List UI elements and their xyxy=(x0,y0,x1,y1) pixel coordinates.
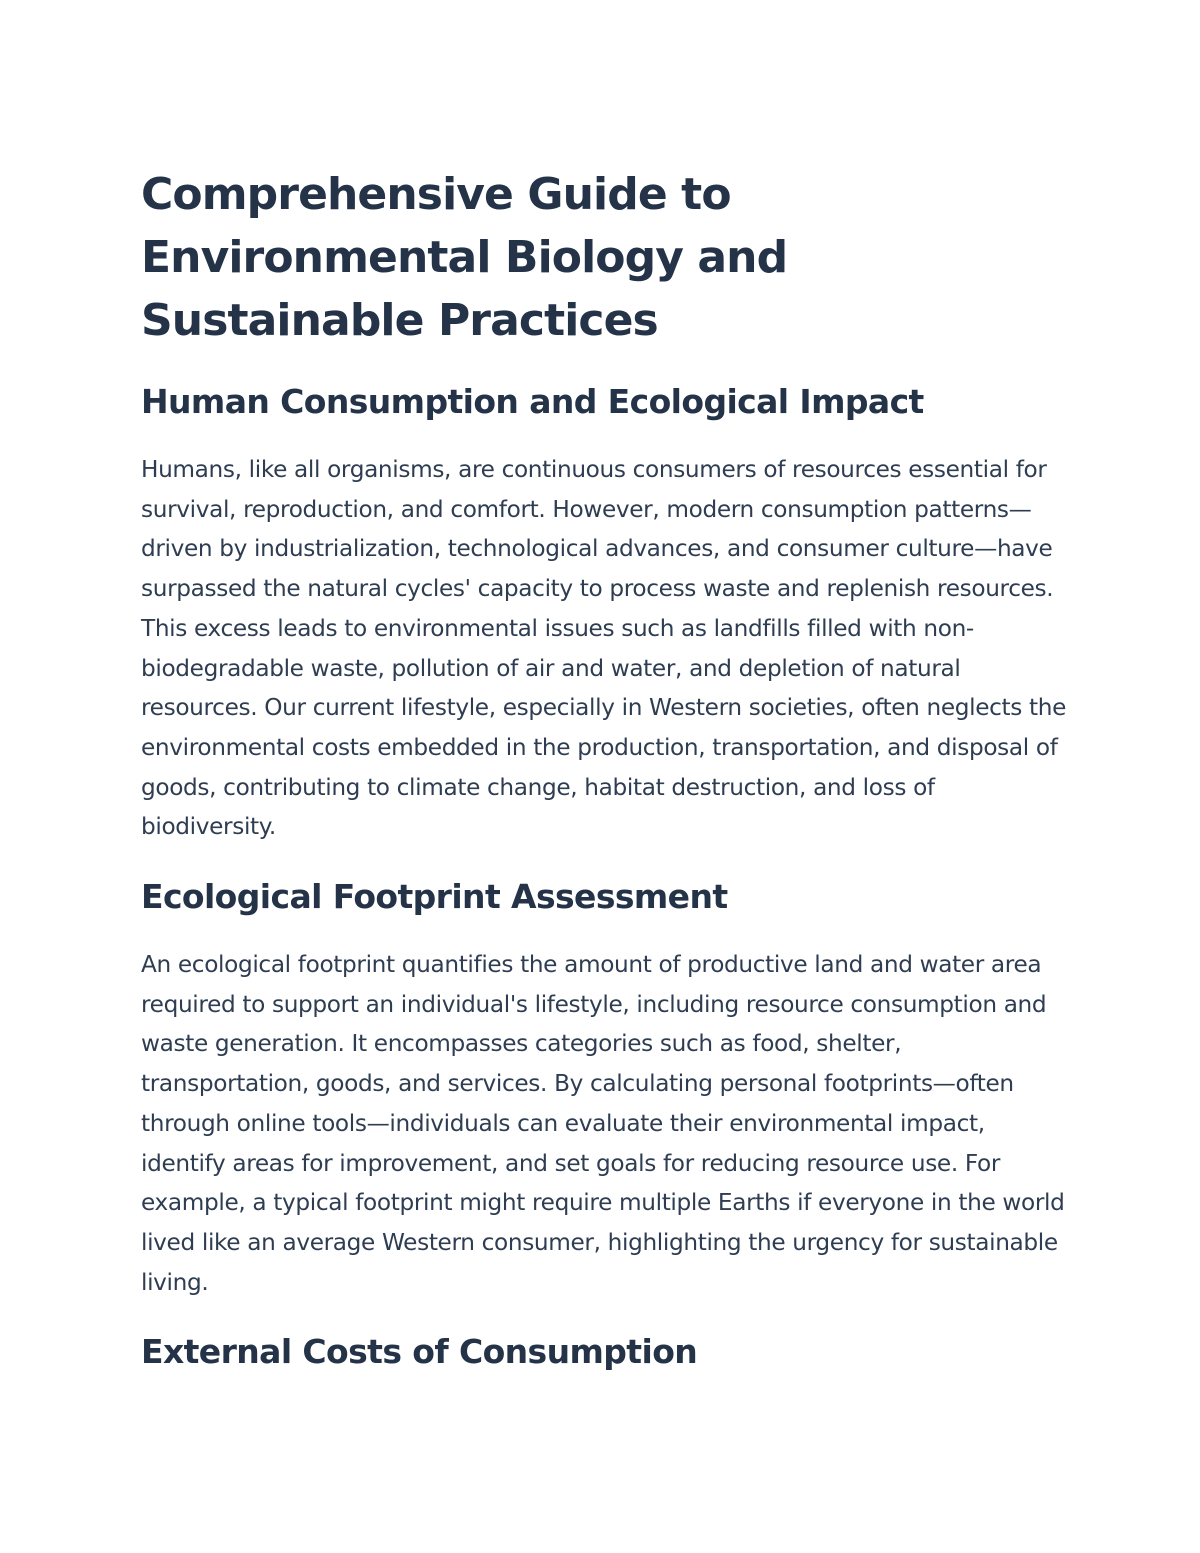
section-heading-external-costs: External Costs of Consumption xyxy=(141,1332,698,1372)
section-heading-human-consumption: Human Consumption and Ecological Impact xyxy=(141,382,924,421)
section-body-ecological-footprint: An ecological footprint quantifies the amount of productive land and water area required to support an individual's lifestyle, including resource consumption and waste generation. It encompasses categories such as food, shelter, transportation, goods, and services. By calculating personal footprints—often through online tools—individuals can evaluate their environmental impact, identify areas for improvement, and set goals for reducing resource use. For example, a typical footprint might require multiple Earths if everyone in the world lived like an average Western consumer, highlighting the urgency for sustainable living. xyxy=(141,951,1065,1296)
document-content xyxy=(141,163,1071,1374)
section-body-human-consumption: Humans, like all organisms, are continuous consumers of resources essential for survival, reproduction, and comfort. However, modern consumption patterns—driven by industrialization, technological advances, and consumer culture—have surpassed the natural cycles' capacity to process waste and replenish resources. This excess leads to environmental issues such as landfills filled with non-biodegradable waste, pollution of air and water, and depletion of natural resources. Our current lifestyle, especially in Western societies, often neglects the environmental costs embedded in the production, transportation, and disposal of goods, contributing to climate change, habitat destruction, and loss of biodiversity. xyxy=(141,456,1067,841)
document-title: Comprehensive Guide to Environmental Biology and Sustainable Practices xyxy=(141,169,788,346)
section-heading-ecological-footprint: Ecological Footprint Assessment xyxy=(141,877,728,917)
